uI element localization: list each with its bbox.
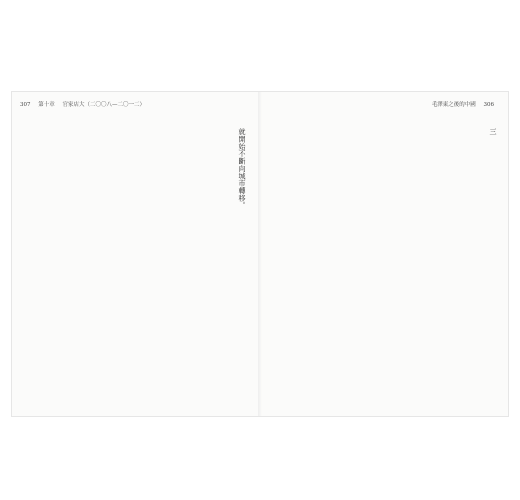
right-page-body (272, 114, 498, 398)
left-page (12, 92, 260, 416)
running-head: 毛澤東之後的中國 (431, 102, 476, 108)
right-page-header (432, 100, 500, 108)
book-spread (12, 92, 508, 416)
left-page-body (21, 114, 247, 398)
right-page (261, 92, 508, 416)
left-paragraph-1: 就開始不斷向城市轉移。 (238, 128, 246, 209)
right-paragraph-1: 三 (489, 128, 497, 136)
left-page-header (20, 100, 151, 108)
chapter-label: 第十章 (38, 102, 55, 108)
right-page-number: 306 (483, 102, 494, 108)
chapter-title: 官家店大（二〇〇八—二〇一二） (62, 102, 146, 108)
left-page-number: 307 (20, 102, 31, 108)
